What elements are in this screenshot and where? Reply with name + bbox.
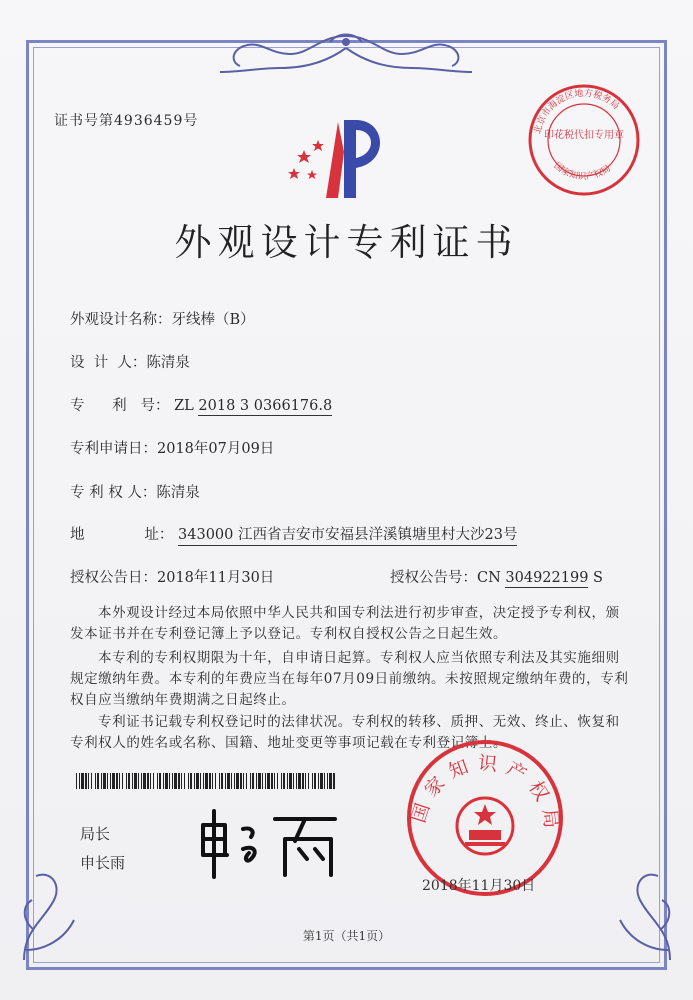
barcode-bar (246, 773, 247, 789)
director-name: 申长雨 (80, 854, 126, 872)
address-value: 343000 江西省吉安市安福县洋溪镇塘里村大沙23号 (178, 523, 517, 546)
barcode-bar (225, 773, 226, 789)
barcode-bar (112, 773, 115, 789)
barcode-bar (134, 773, 137, 789)
barcode-bar (283, 773, 285, 789)
barcode-bar (205, 773, 208, 789)
barcode-bar (194, 773, 195, 789)
designer-label: 设 计 人： (70, 355, 147, 371)
barcode-bar (107, 773, 108, 789)
grant-date-label: 授权公告日： (70, 570, 157, 586)
barcode-bar (196, 773, 199, 789)
svg-text:国家知识产权局 (552, 160, 613, 182)
paragraph-1: 本外观设计经过本局依照中华人民共和国专利法进行初步审查，决定授予专利权，颁发本证书并在专利登记簿上予以登记。专利权自授权公告之日起生效。 (70, 605, 620, 642)
barcode-bar (289, 773, 292, 789)
barcode-bar (190, 773, 192, 789)
tax-seal-inner-text: 印花税代扣专用章 (544, 130, 624, 141)
barcode-bar (267, 773, 270, 789)
barcode-bar (221, 773, 223, 789)
barcode-bar (85, 773, 87, 789)
barcode-bar (296, 773, 297, 789)
barcode-bar (122, 773, 123, 789)
barcode-bar (212, 773, 213, 789)
barcode-bar (178, 773, 180, 789)
barcode-bar (305, 773, 306, 789)
barcode-bar (88, 773, 89, 789)
barcode-bar (147, 773, 149, 789)
barcode-bar (258, 773, 261, 789)
barcode-bar (200, 773, 201, 789)
barcode-bar (308, 773, 309, 789)
barcode-bar (132, 773, 133, 789)
barcode-bar (103, 773, 106, 789)
patentee-value: 陈清泉 (156, 485, 200, 501)
paragraph-3: 专利证书记载专利权登记时的法律状况。专利权的转移、质押、无效、终止、恢复和专利权人的姓名或名称、国籍、地址变更等事项记载在专利登记簿上。 (70, 714, 620, 751)
barcode-bar (157, 773, 158, 789)
grant-number-suffix: S (593, 570, 603, 586)
barcode (76, 773, 336, 789)
barcode-bar (188, 773, 189, 789)
cnipa-logo-icon (282, 112, 392, 202)
barcode-bar (143, 773, 146, 789)
address-label: 地 址： (70, 527, 174, 543)
patent-number-prefix: ZL (174, 398, 194, 414)
tax-seal-stamp (524, 80, 644, 200)
top-ornament (200, 28, 493, 80)
barcode-bar (236, 773, 239, 789)
barcode-bar (252, 773, 254, 789)
filing-date-label: 专利申请日： (70, 441, 157, 457)
filing-date-value: 2018年07月09日 (157, 441, 275, 457)
barcode-bar (163, 773, 164, 789)
designer-value: 陈清泉 (146, 355, 190, 371)
design-name-value: 牙线棒（B） (171, 312, 255, 328)
barcode-bar (126, 773, 127, 789)
barcode-bar (256, 773, 257, 789)
barcode-bar (79, 773, 80, 789)
barcode-bar (184, 773, 185, 789)
grant-number-prefix: CN (477, 570, 501, 586)
barcode-bar (298, 773, 301, 789)
barcode-bar (119, 773, 120, 789)
barcode-bar (165, 773, 168, 789)
barcode-bar (324, 773, 325, 789)
page-footer: 第1页（共1页） (302, 929, 391, 943)
barcode-bar (150, 773, 151, 789)
barcode-bar (262, 773, 263, 789)
design-name-row (70, 308, 255, 329)
grant-number-value: 304922199 (505, 570, 589, 586)
main-seal-text: 国家知识产权局 (407, 752, 564, 838)
barcode-bar (231, 773, 232, 789)
grant-date-row (70, 566, 274, 587)
filing-date-row (70, 437, 274, 458)
barcode-bar (293, 773, 294, 789)
barcode-bar (240, 773, 242, 789)
barcode-bar (277, 773, 278, 789)
barcode-bar (116, 773, 118, 789)
bottom-right-ornament (600, 850, 680, 970)
page-title: 外观设计专利证书 (174, 221, 519, 264)
barcode-bar (234, 773, 235, 789)
tax-seal-arc-text: 北京市海淀区地方税务局 (533, 88, 621, 136)
grant-number-label: 授权公告号： (390, 570, 477, 586)
barcode-bar (318, 773, 319, 789)
design-name-label: 外观设计名称： (70, 312, 172, 328)
patentee-label: 专 利 权 人： (70, 485, 157, 501)
barcode-bar (110, 773, 111, 789)
barcode-bar (203, 773, 204, 789)
seal-date: 2018年11月30日 (422, 878, 536, 894)
paragraph-2: 本专利的专利权期限为十年，自申请日起算。专利权人应当依照专利法及其实施细则规定缴纳年费。本专利的年费应当在每年07月09日前缴纳。未按照规定缴纳年费的，专利权自应当缴纳年费期满之日起终止。 (70, 650, 629, 708)
barcode-bar (250, 773, 251, 789)
tax-seal-bottom-text: 国家知识产权局 (551, 161, 613, 183)
barcode-bar (287, 773, 288, 789)
barcode-bar (281, 773, 282, 789)
barcode-bar (320, 773, 323, 789)
barcode-bar (219, 773, 220, 789)
barcode-bar (327, 773, 328, 789)
barcode-bar (141, 773, 142, 789)
grant-number-row (390, 566, 603, 588)
barcode-bar (227, 773, 230, 789)
barcode-bar (76, 773, 77, 789)
barcode-bar (159, 773, 161, 789)
barcode-bar (333, 773, 335, 789)
barcode-bar (265, 773, 266, 789)
barcode-bar (209, 773, 211, 789)
barcode-bar (243, 773, 244, 789)
barcode-bar (101, 773, 102, 789)
barcode-bar (215, 773, 216, 789)
patent-number-value: 2018 3 0366176.8 (198, 398, 333, 414)
barcode-bar (138, 773, 139, 789)
barcode-bar (312, 773, 313, 789)
director-title: 局长 (80, 825, 111, 843)
barcode-bar (181, 773, 182, 789)
patent-number-label: 专 利 号： (70, 398, 170, 414)
director-signature (195, 805, 345, 885)
barcode-bar (174, 773, 177, 789)
svg-text:北京市海淀区地方税务局 (531, 87, 621, 135)
barcode-bar (302, 773, 304, 789)
designer-row (70, 351, 190, 372)
grant-date-value: 2018年11月30日 (157, 570, 275, 586)
certificate-number: 证书号第4936459号 (54, 113, 199, 129)
barcode-bar (81, 773, 84, 789)
barcode-bar (314, 773, 316, 789)
patentee-row (70, 481, 200, 502)
barcode-bar (329, 773, 332, 789)
cnipa-official-seal (405, 738, 565, 898)
barcode-bar (95, 773, 96, 789)
barcode-bar (271, 773, 273, 789)
barcode-bar (128, 773, 130, 789)
barcode-bar (97, 773, 99, 789)
patent-number-row (70, 394, 332, 416)
national-emblem-icon (457, 798, 513, 854)
barcode-bar (172, 773, 173, 789)
barcode-bar (153, 773, 154, 789)
barcode-bar (169, 773, 170, 789)
barcode-bar (91, 773, 92, 789)
barcode-bar (274, 773, 275, 789)
address-row (70, 523, 517, 546)
